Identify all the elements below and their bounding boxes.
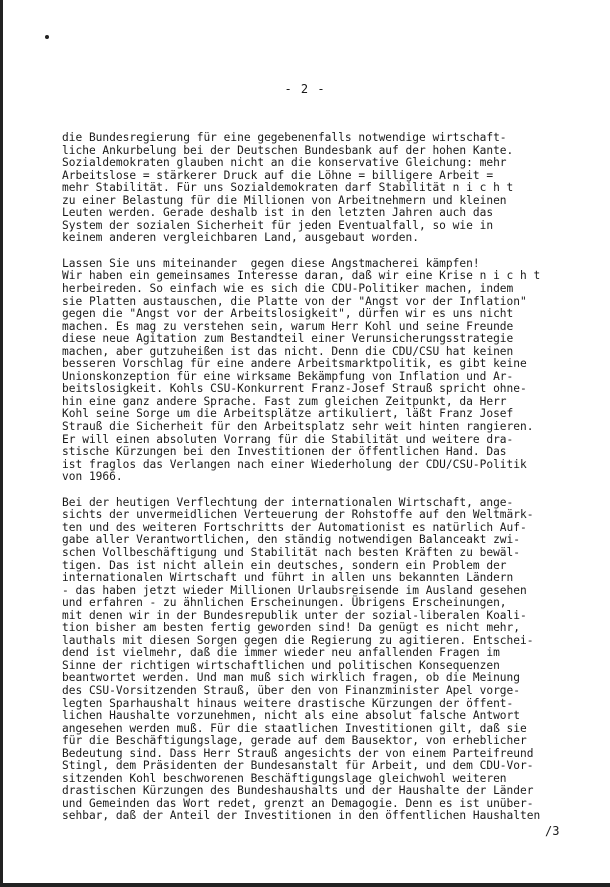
text-line: stische Kürzungen bei den Investitionen der öffentlichen Hand. Das <box>62 445 507 459</box>
text-line: und erfahren - zu ähnlichen Erscheinungen. Übrigens Erscheinungen, <box>62 596 507 610</box>
text-line: des CSU-Vorsitzenden Strauß, über den von Finanzminister Apel vorge- <box>62 683 521 697</box>
text-line: Unionskonzeption für eine wirksame Bekämpfung von Inflation und Ar- <box>62 369 514 383</box>
paragraph-2 <box>62 258 582 484</box>
text-line: sehbar, daß der Anteil der Investitionen in den öffentlichen Haushalten <box>62 809 541 823</box>
paragraph-gap <box>62 484 582 497</box>
scan-speck <box>45 35 49 39</box>
text-line: beitslosigkeit. Kohls CSU-Konkurrent Franz-Josef Strauß spricht ohne- <box>62 382 527 396</box>
text-line: Stingl, dem Präsidenten der Bundesanstalt für Arbeit, und dem CDU-Vor- <box>62 759 534 773</box>
text-line: Kohl seine Sorge um die Arbeitsplätze artikuliert, läßt Franz Josef <box>62 407 514 421</box>
text-line: schen Vollbeschäftigung und Stabilität nach besten Kräften zu bewäl- <box>62 545 521 559</box>
text-line: von 1966. <box>62 470 123 484</box>
text-line: Sozialdemokraten glauben nicht an die konservative Gleichung: mehr <box>62 156 507 170</box>
text-line: hin eine ganz andere Sprache. Fast zum gleichen Zeitpunkt, da Herr <box>62 394 507 408</box>
page-number: - 2 - <box>284 82 326 96</box>
text-line: gegen die "Angst vor der Arbeitslosigkeit", dürfen wir es uns nicht <box>62 307 514 321</box>
text-line: sichts der unvermeidlichen Verteuerung der Rohstoffe auf den Weltmärk- <box>62 508 534 522</box>
text-line: Bedeutung sind. Dass Herr Strauß angesichts der von einem Parteifreund <box>62 746 534 760</box>
text-line: gabe aller Verantwortlichen, den ständig notwendigen Balanceakt zwi- <box>62 533 521 547</box>
text-line: für die Beschäftigungslage, gerade auf dem Bausektor, von erheblicher <box>62 734 527 748</box>
text-line: und Gemeinden das Wort redet, grenzt an Demagogie. Denn es ist unüber- <box>62 796 534 810</box>
text-line: System der sozialen Sicherheit für jeden Eventualfall, so wie in <box>62 218 494 232</box>
text-line: keinem anderen vergleichbaren Land, ausgebaut worden. <box>62 231 419 245</box>
page-edge-bottom <box>0 883 610 887</box>
text-line: machen. Es mag zu verstehen sein, warum Herr Kohl und seine Freunde <box>62 319 514 333</box>
text-line: zu einer Belastung für die Millionen von Arbeitnehmern und kleinen <box>62 193 507 207</box>
text-line: angesehen werden muß. Für die staatlichen Investitionen gilt, daß sie <box>62 721 527 735</box>
paragraph-gap <box>62 245 582 258</box>
text-line: dend ist vielmehr, daß die immer wieder neu anfallenden Fragen im <box>62 646 500 660</box>
text-line: - das haben jetzt wieder Millionen Urlaubsreisende im Ausland gesehen <box>62 583 527 597</box>
text-line: Strauß die Sicherheit für den Arbeitsplatz sehr weit hinten rangieren. <box>62 420 534 434</box>
text-line: mit denen wir in der Bundesrepublik unter der sozial-liberalen Koali- <box>62 608 527 622</box>
continuation-mark: /3 <box>545 824 560 838</box>
page-edge-left <box>0 0 3 887</box>
body-text <box>62 132 582 823</box>
text-line: diese neue Agitation zum Bestandteil einer Verunsicherungsstrategie <box>62 332 514 346</box>
text-line: sitzenden Kohl beschworenen Beschäftigungslage gleichwohl weiteren <box>62 771 507 785</box>
text-line: Bei der heutigen Verflechtung der internationalen Wirtschaft, ange- <box>62 495 514 509</box>
text-line: Sinne der richtigen wirtschaftlichen und politischen Konsequenzen <box>62 658 500 672</box>
text-line: Arbeitslose = stärkerer Druck auf die Löhne = billigere Arbeit = <box>62 168 494 182</box>
text-line: die Bundesregierung für eine gegebenenfalls notwendige wirtschaft- <box>62 131 507 144</box>
text-line: tion bisher am besten fertig geworden sind! Da genügt es nicht mehr, <box>62 621 521 635</box>
text-line: lichen Haushalte vorzunehmen, nicht als eine absolut falsche Antwort <box>62 709 521 723</box>
text-line: mehr Stabilität. Für uns Sozialdemokraten darf Stabilität n i c h t <box>62 181 514 195</box>
text-line: lauthals mit diesen Sorgen gegen die Regierung zu agitieren. Entschei- <box>62 633 534 647</box>
text-line: liche Ankurbelung bei der Deutschen Bundesbank auf der hohen Kante. <box>62 143 514 157</box>
text-line: beantwortet werden. Und man muß sich wirklich fragen, ob die Meinung <box>62 671 521 685</box>
text-line: besseren Vorschlag für eine andere Arbeitsmarktpolitik, es gibt keine <box>62 357 527 371</box>
text-line: legten Sparhaushalt hinaus weitere drastische Kürzungen der öffent- <box>62 696 514 710</box>
text-line: ten und des weiteren Fortschritts der Automationist es natürlich Auf- <box>62 520 527 534</box>
text-line: herbeireden. So einfach wie es sich die CDU-Politiker machen, indem <box>62 282 514 296</box>
text-line: drastischen Kürzungen des Bundeshaushalts und der Haushalte der Länder <box>62 784 534 798</box>
text-line: internationalen Wirtschaft und führt in allen uns bekannten Ländern <box>62 571 514 585</box>
text-line: Leuten werden. Gerade deshalb ist in den letzten Jahren auch das <box>62 206 494 220</box>
paragraph-1 <box>62 132 582 245</box>
text-line: Lassen Sie uns miteinander gegen diese Angstmacherei kämpfen! <box>62 256 480 270</box>
text-line: ist fraglos das Verlangen nach einer Wiederholung der CDU/CSU-Politik <box>62 457 527 471</box>
text-line: tigen. Das ist nicht allein ein deutsches, sondern ein Problem der <box>62 558 507 572</box>
text-line: machen, aber gutzuheißen ist das nicht. Denn die CDU/CSU hat keinen <box>62 344 514 358</box>
text-line: Er will einen absoluten Vorrang für die Stabilität und weitere dra- <box>62 432 514 446</box>
text-line: Wir haben ein gemeinsames Interesse daran, daß wir eine Krise n i c h t <box>62 269 541 283</box>
paragraph-3 <box>62 497 582 823</box>
text-line: sie Platten austauschen, die Platte von der "Angst vor der Inflation" <box>62 294 527 308</box>
